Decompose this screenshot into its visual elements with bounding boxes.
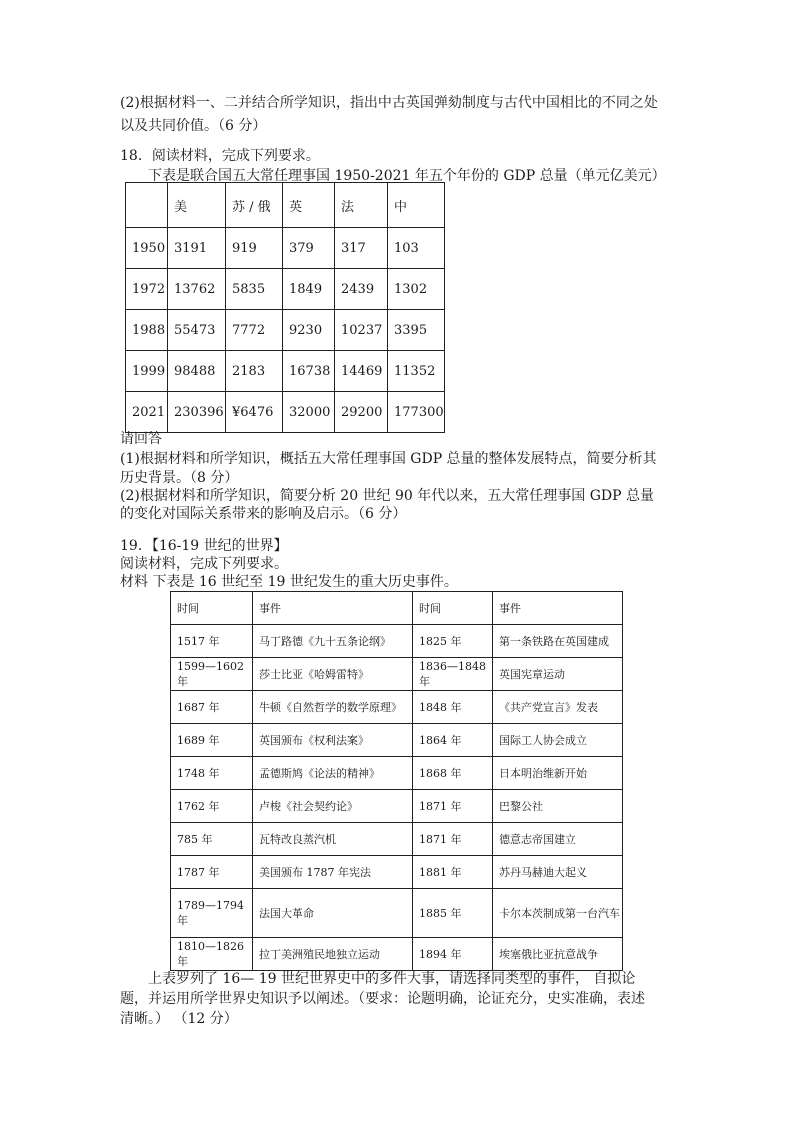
table-cell: ¥6476	[226, 392, 283, 433]
table-cell: 785 年	[171, 823, 253, 856]
table-header-row	[171, 592, 623, 625]
q19-material: 材料 下表是 16 世纪至 19 世纪发生的重大历史事件。	[120, 574, 458, 590]
table-row	[171, 658, 623, 691]
q18-part2-line1: (2)根据材料和所学知识，简要分析 20 世纪 90 年代以来，五大常任理事国 GDP 总量	[120, 488, 654, 504]
table-cell: 13762	[168, 269, 226, 310]
table-header-cell: 事件	[253, 592, 413, 625]
q17-part2-line1: (2)根据材料一、二并结合所学知识，指出中古英国弹劾制度与古代中国相比的不同之处	[120, 95, 658, 111]
table-cell: 英国宪章运动	[493, 658, 623, 691]
table-cell: 1868 年	[413, 757, 493, 790]
table-cell: 98488	[168, 351, 226, 392]
table-row	[126, 392, 445, 433]
table-cell: 牛顿《自然哲学的数学原理》	[253, 691, 413, 724]
table-cell: 瓦特改良蒸汽机	[253, 823, 413, 856]
table-cell: 拉丁美洲殖民地独立运动	[253, 938, 413, 971]
table-row	[171, 724, 623, 757]
table-row	[171, 938, 623, 971]
q18-title: 18．阅读材料，完成下列要求。	[120, 148, 320, 164]
table-header-cell: 法	[335, 183, 388, 228]
table-row	[171, 790, 623, 823]
table-cell: 德意志帝国建立	[493, 823, 623, 856]
table-cell: 卡尔本茨制成第一台汽车	[493, 889, 623, 938]
table-row	[171, 889, 623, 938]
table-cell: 卢梭《社会契约论》	[253, 790, 413, 823]
q19-instruction: 阅读材料，完成下列要求。	[120, 556, 288, 572]
table-cell: 5835	[226, 269, 283, 310]
table-cell: 1789—1794 年	[171, 889, 253, 938]
table-cell: 317	[335, 228, 388, 269]
table-cell: 日本明治维新开始	[493, 757, 623, 790]
q18-part1-line1: (1)根据材料和所学知识，概括五大常任理事国 GDP 总量的整体发展特点，简要分析其	[120, 451, 657, 467]
q19-task-line3: 清晰。） （12 分）	[120, 1011, 238, 1027]
table-cell: 32000	[283, 392, 335, 433]
table-cell: 1950	[126, 228, 168, 269]
table-cell: 29200	[335, 392, 388, 433]
table-cell: 230396	[168, 392, 226, 433]
table-row	[126, 351, 445, 392]
table-cell: 马丁路德《九十五条论纲》	[253, 625, 413, 658]
table-cell: 177300	[388, 392, 445, 433]
table-cell: 10237	[335, 310, 388, 351]
table-cell: 2183	[226, 351, 283, 392]
table-cell: 埃塞俄比亚抗意战争	[493, 938, 623, 971]
table-cell: 3395	[388, 310, 445, 351]
table-cell: 1972	[126, 269, 168, 310]
table-cell: 英国颁布《权利法案》	[253, 724, 413, 757]
table-cell: 9230	[283, 310, 335, 351]
table-cell: 1599—1602 年	[171, 658, 253, 691]
q19-task-line1: 上表罗列了 16— 19 世纪世界史中的多件大事，请选择同类型的事件， 自拟论	[148, 971, 636, 987]
table-row	[171, 856, 623, 889]
table-cell: 55473	[168, 310, 226, 351]
table-cell: 苏丹马赫迪大起义	[493, 856, 623, 889]
events-table	[170, 591, 623, 971]
table-row	[126, 228, 445, 269]
q18-prompt: 请回答	[120, 431, 162, 447]
q18-part1-line2: 历史背景。（8 分）	[120, 470, 239, 486]
table-cell: 1689 年	[171, 724, 253, 757]
table-cell: 1748 年	[171, 757, 253, 790]
q18-intro: 下表是联合国五大常任理事国 1950-2021 年五个年份的 GDP 总量（单元亿美元）	[148, 168, 666, 184]
table-cell: 巴黎公社	[493, 790, 623, 823]
table-cell: 1762 年	[171, 790, 253, 823]
table-cell: 莎士比亚《哈姆雷特》	[253, 658, 413, 691]
table-cell: 3191	[168, 228, 226, 269]
table-cell: 国际工人协会成立	[493, 724, 623, 757]
q19-title: 19．【16-19 世纪的世界】	[120, 538, 288, 554]
table-cell: 第一条铁路在英国建成	[493, 625, 623, 658]
table-row	[126, 269, 445, 310]
table-cell: 孟德斯鸠《论法的精神》	[253, 757, 413, 790]
table-row	[171, 625, 623, 658]
q17-part2-line2: 以及共同价值。（6 分）	[120, 118, 267, 134]
table-cell: 1302	[388, 269, 445, 310]
table-header-cell: 英	[283, 183, 335, 228]
table-cell: 103	[388, 228, 445, 269]
table-row	[171, 823, 623, 856]
table-cell: 379	[283, 228, 335, 269]
table-header-cell: 时间	[413, 592, 493, 625]
table-cell: 1864 年	[413, 724, 493, 757]
table-cell: 1894 年	[413, 938, 493, 971]
table-cell: 1849	[283, 269, 335, 310]
table-cell: 1825 年	[413, 625, 493, 658]
table-cell: 美国颁布 1787 年宪法	[253, 856, 413, 889]
gdp-table	[125, 182, 445, 433]
table-header-cell	[126, 183, 168, 228]
table-cell: 1848 年	[413, 691, 493, 724]
table-cell: 16738	[283, 351, 335, 392]
table-cell: 1687 年	[171, 691, 253, 724]
table-cell: 《共产党宣言》发表	[493, 691, 623, 724]
table-cell: 1999	[126, 351, 168, 392]
table-cell: 2021	[126, 392, 168, 433]
table-row	[126, 310, 445, 351]
q18-part2-line2: 的变化对国际关系带来的影响及启示。（6 分）	[120, 506, 407, 522]
table-header-cell: 美	[168, 183, 226, 228]
table-header-cell: 事件	[493, 592, 623, 625]
table-cell: 1988	[126, 310, 168, 351]
table-cell: 2439	[335, 269, 388, 310]
table-cell: 1836—1848 年	[413, 658, 493, 691]
table-cell: 1871 年	[413, 790, 493, 823]
table-cell: 1881 年	[413, 856, 493, 889]
table-header-cell: 时间	[171, 592, 253, 625]
table-row	[171, 691, 623, 724]
table-cell: 1787 年	[171, 856, 253, 889]
table-header-row	[126, 183, 445, 228]
table-cell: 1517 年	[171, 625, 253, 658]
q19-task-line2: 题，并运用所学世界史知识予以阐述。（要求：论题明确，论证充分，史实准确，表述	[120, 991, 645, 1007]
table-header-cell: 苏 / 俄	[226, 183, 283, 228]
table-cell: 1885 年	[413, 889, 493, 938]
table-cell: 1810—1826 年	[171, 938, 253, 971]
table-cell: 法国大革命	[253, 889, 413, 938]
table-row	[171, 757, 623, 790]
table-cell: 11352	[388, 351, 445, 392]
table-cell: 14469	[335, 351, 388, 392]
table-header-cell: 中	[388, 183, 445, 228]
table-cell: 7772	[226, 310, 283, 351]
table-cell: 919	[226, 228, 283, 269]
table-cell: 1871 年	[413, 823, 493, 856]
